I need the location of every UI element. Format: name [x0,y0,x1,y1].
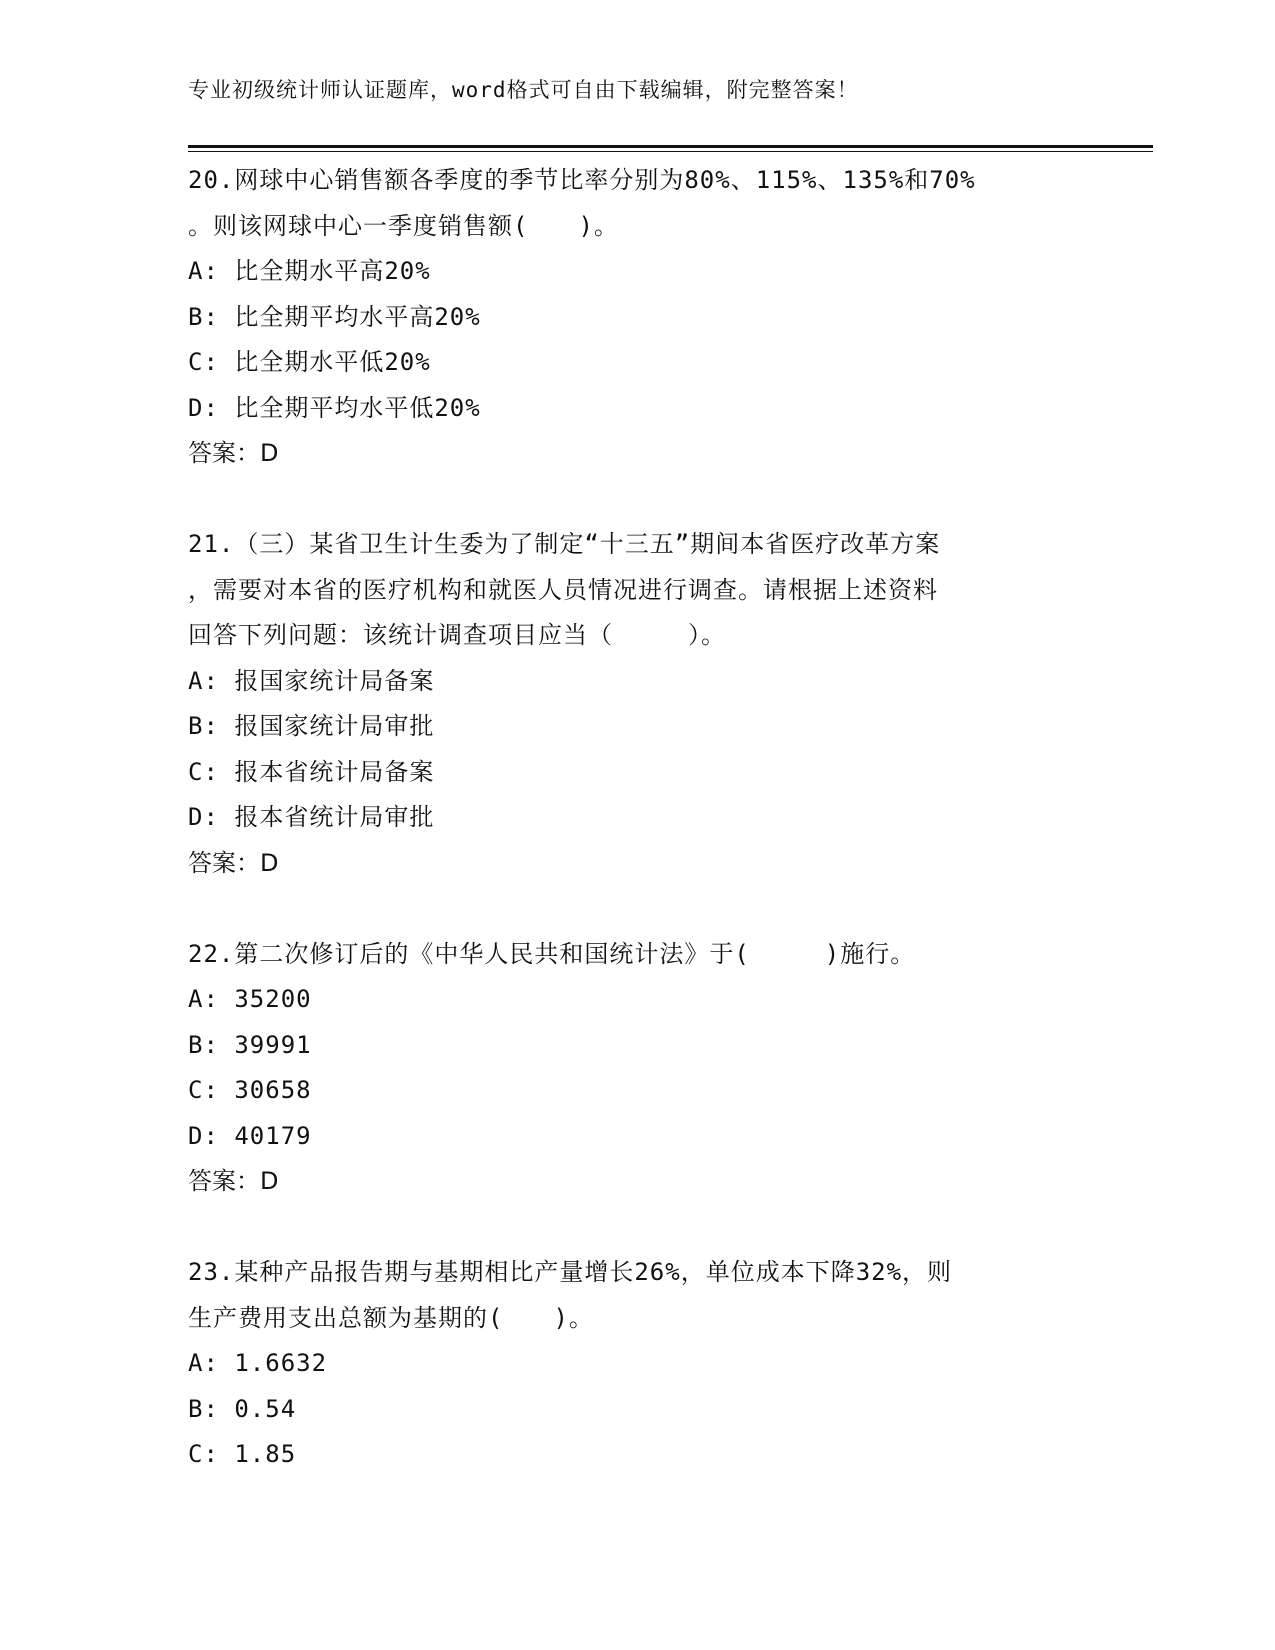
option-d: D: 报本省统计局审批 [188,803,435,831]
answer: 答案：D [188,848,279,877]
question-21 [188,522,1088,886]
question-text: 生产费用支出总额为基期的( )。 [188,1303,594,1332]
question-text: 。则该网球中心一季度销售额( )。 [188,211,619,240]
question-text: 23.某种产品报告期与基期相比产量增长26%，单位成本下降32%，则 [188,1258,953,1286]
question-list [188,158,1088,1478]
question-23 [188,1250,1088,1478]
option-c: C: 1.85 [188,1440,297,1468]
page-header: 专业初级统计师认证题库，word格式可自由下载编辑，附完整答案！ [188,78,859,102]
answer: 答案：D [188,439,279,467]
option-b: B: 比全期平均水平高20% [188,302,481,331]
question-text: 22.第二次修订后的《中华人民共和国统计法》于( )施行。 [188,939,916,968]
header-rule-thick [188,145,1153,148]
question-text: 20.网球中心销售额各季度的季节比率分别为80%、115%、135%和70% [188,166,976,194]
answer: 答案：D [188,1167,279,1195]
option-c: C: 比全期水平低20% [188,348,431,376]
option-b: B: 39991 [188,1030,312,1059]
option-d: D: 40179 [188,1121,312,1150]
spacer [188,477,1088,523]
option-a: A: 35200 [188,985,312,1013]
option-a: A: 1.6632 [188,1349,328,1377]
option-a: A: 报国家统计局备案 [188,666,435,695]
question-text: ，需要对本省的医疗机构和就医人员情况进行调查。请根据上述资料 [188,575,938,604]
option-b: B: 报国家统计局审批 [188,712,435,740]
option-b: B: 0.54 [188,1394,297,1423]
question-22 [188,932,1088,1205]
spacer [188,886,1088,932]
question-text: 21.（三）某省卫生计生委为了制定“十三五”期间本省医疗改革方案 [188,530,941,558]
question-20 [188,158,1088,477]
option-c: C: 报本省统计局备案 [188,757,435,786]
header-rule-thin [188,151,1153,152]
option-d: D: 比全期平均水平低20% [188,393,481,422]
option-a: A: 比全期水平高20% [188,257,431,285]
option-c: C: 30658 [188,1076,312,1104]
spacer [188,1205,1088,1251]
question-text: 回答下列问题：该统计调查项目应当（ ）。 [188,621,726,649]
